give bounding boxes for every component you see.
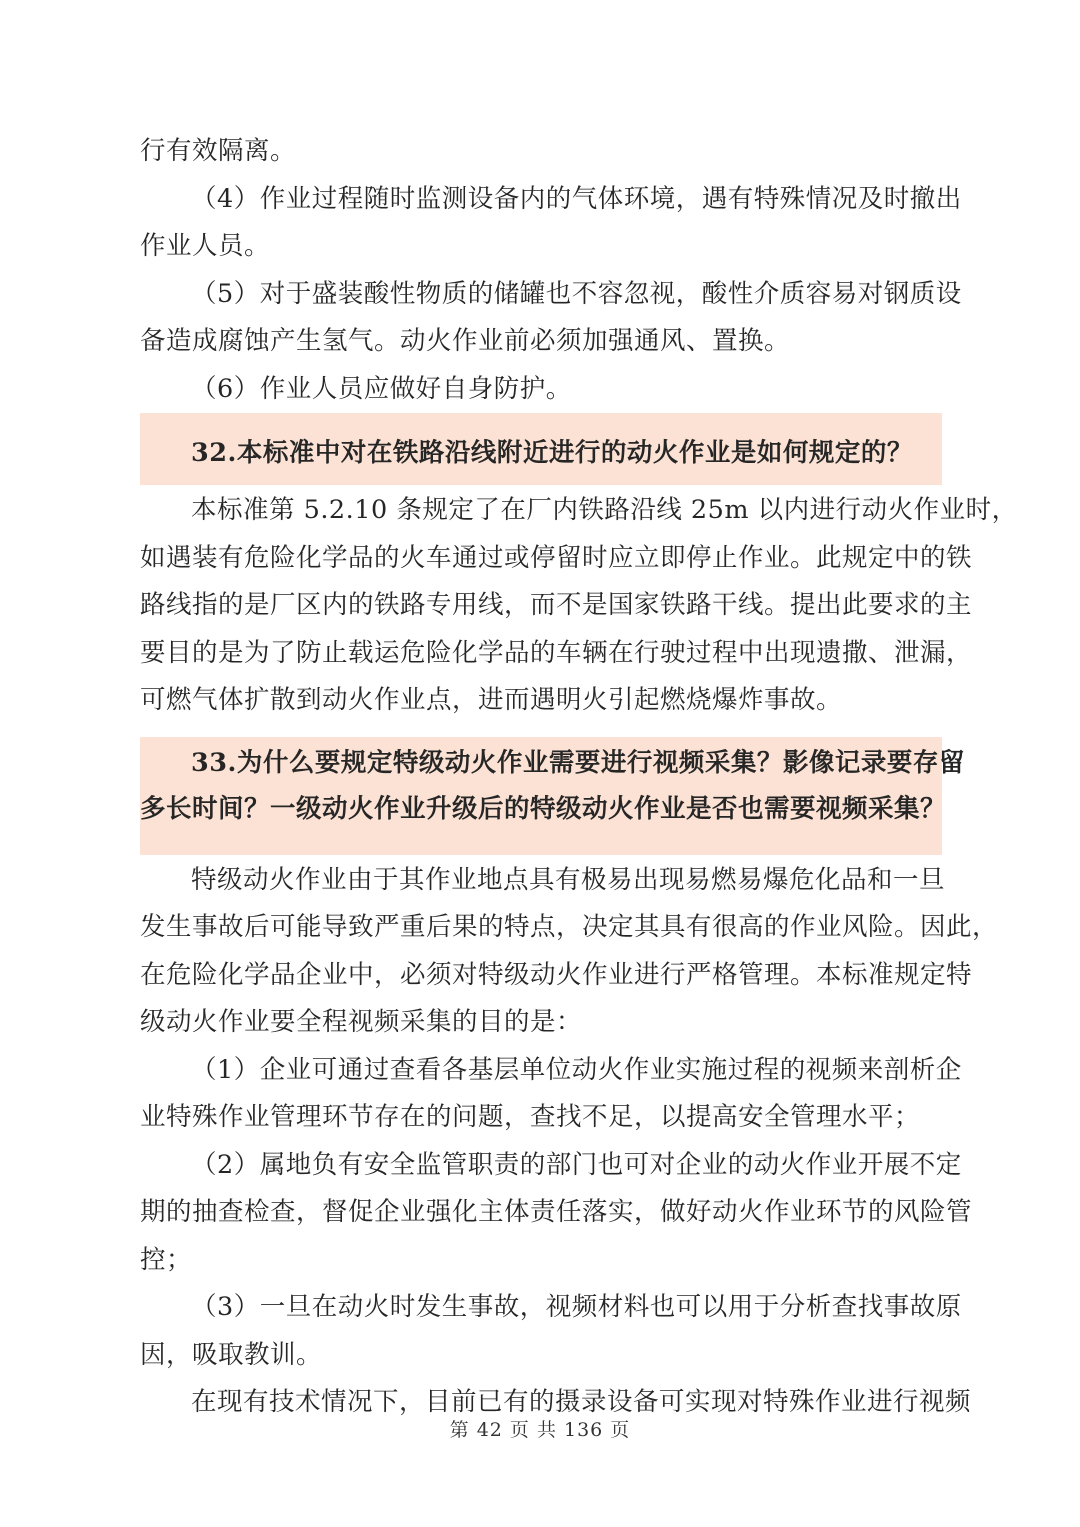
text-line: （5）对于盛装酸性物质的储罐也不容忽视，酸性介质容易对钢质设 xyxy=(191,278,962,309)
text-line: 路线指的是厂区内的铁路专用线，而不是国家铁路干线。提出此要求的主 xyxy=(140,590,973,620)
text-line: 要目的是为了防止载运危险化学品的车辆在行驶过程中出现遗撒、泄漏， xyxy=(140,637,973,668)
question-heading-32 xyxy=(140,413,942,485)
text-line: 业特殊作业管理环节存在的问题，查找不足，以提高安全管理水平； xyxy=(140,1102,921,1132)
text-line: （4）作业过程随时监测设备内的气体环境，遇有特殊情况及时撤出 xyxy=(191,183,962,214)
list-item-5 xyxy=(140,271,962,366)
answer-33-item-2 xyxy=(140,1142,973,1285)
list-item-4 xyxy=(140,176,962,271)
question-heading-33 xyxy=(140,737,965,855)
text-line: 在现有技术情况下，目前已有的摄录设备可实现对特殊作业进行视频 xyxy=(191,1387,972,1417)
text-line: 备造成腐蚀产生氢气。动火作业前必须加强通风、置换。 xyxy=(140,326,791,356)
page-content xyxy=(140,128,1018,1427)
text-line: 可燃气体扩散到动火作业点，进而遇明火引起燃烧爆炸事故。 xyxy=(140,685,843,715)
answer-33-item-3 xyxy=(140,1284,962,1379)
text-line: 作业人员。 xyxy=(140,231,271,261)
heading-line: 多长时间？一级动火作业升级后的特级动火作业是否也需要视频采集？ xyxy=(140,793,947,824)
text-line: （3）一旦在动火时发生事故，视频材料也可以用于分析查找事故原 xyxy=(191,1292,962,1322)
text-line: 如遇装有危险化学品的火车通过或停留时应立即停止作业。此规定中的铁 xyxy=(140,542,973,573)
answer-33 xyxy=(140,857,999,1047)
list-item-6 xyxy=(140,366,940,414)
text-line: （6）作业人员应做好自身防护。 xyxy=(191,373,572,404)
text-line: 因，吸取教训。 xyxy=(140,1339,323,1370)
text-line: （2）属地负有安全监管职责的部门也可对企业的动火作业开展不定 xyxy=(191,1149,962,1180)
text-line: 本标准第 5.2.10 条规定了在厂内铁路沿线 25m 以内进行动火作业时， xyxy=(191,495,1018,525)
text-line: 特级动火作业由于其作业地点具有极易出现易燃易爆危化品和一旦 xyxy=(191,864,946,895)
text-line: （1）企业可通过查看各基层单位动火作业实施过程的视频来剖析企 xyxy=(191,1054,962,1085)
text-line: 发生事故后可能导致严重后果的特点，决定其具有很高的作业风险。因此， xyxy=(140,912,999,942)
heading-line: 33.为什么要规定特级动火作业需要进行视频采集？影像记录要存留 xyxy=(191,747,965,778)
text-line: 控； xyxy=(140,1244,193,1275)
text-line: 在危险化学品企业中，必须对特级动火作业进行严格管理。本标准规定特 xyxy=(140,959,973,990)
answer-33-item-1 xyxy=(140,1047,962,1142)
text-line: 行有效隔离。 xyxy=(140,136,297,166)
text-line: 级动火作业要全程视频采集的目的是： xyxy=(140,1007,583,1037)
paragraph xyxy=(140,128,940,176)
answer-32 xyxy=(140,487,1018,725)
heading-line: 32.本标准中对在铁路沿线附近进行的动火作业是如何规定的？ xyxy=(191,438,913,468)
page-number-footer: 第 42 页 共 136 页 xyxy=(449,1419,631,1441)
text-line: 期的抽查检查，督促企业强化主体责任落实，做好动火作业环节的风险管 xyxy=(140,1197,973,1227)
